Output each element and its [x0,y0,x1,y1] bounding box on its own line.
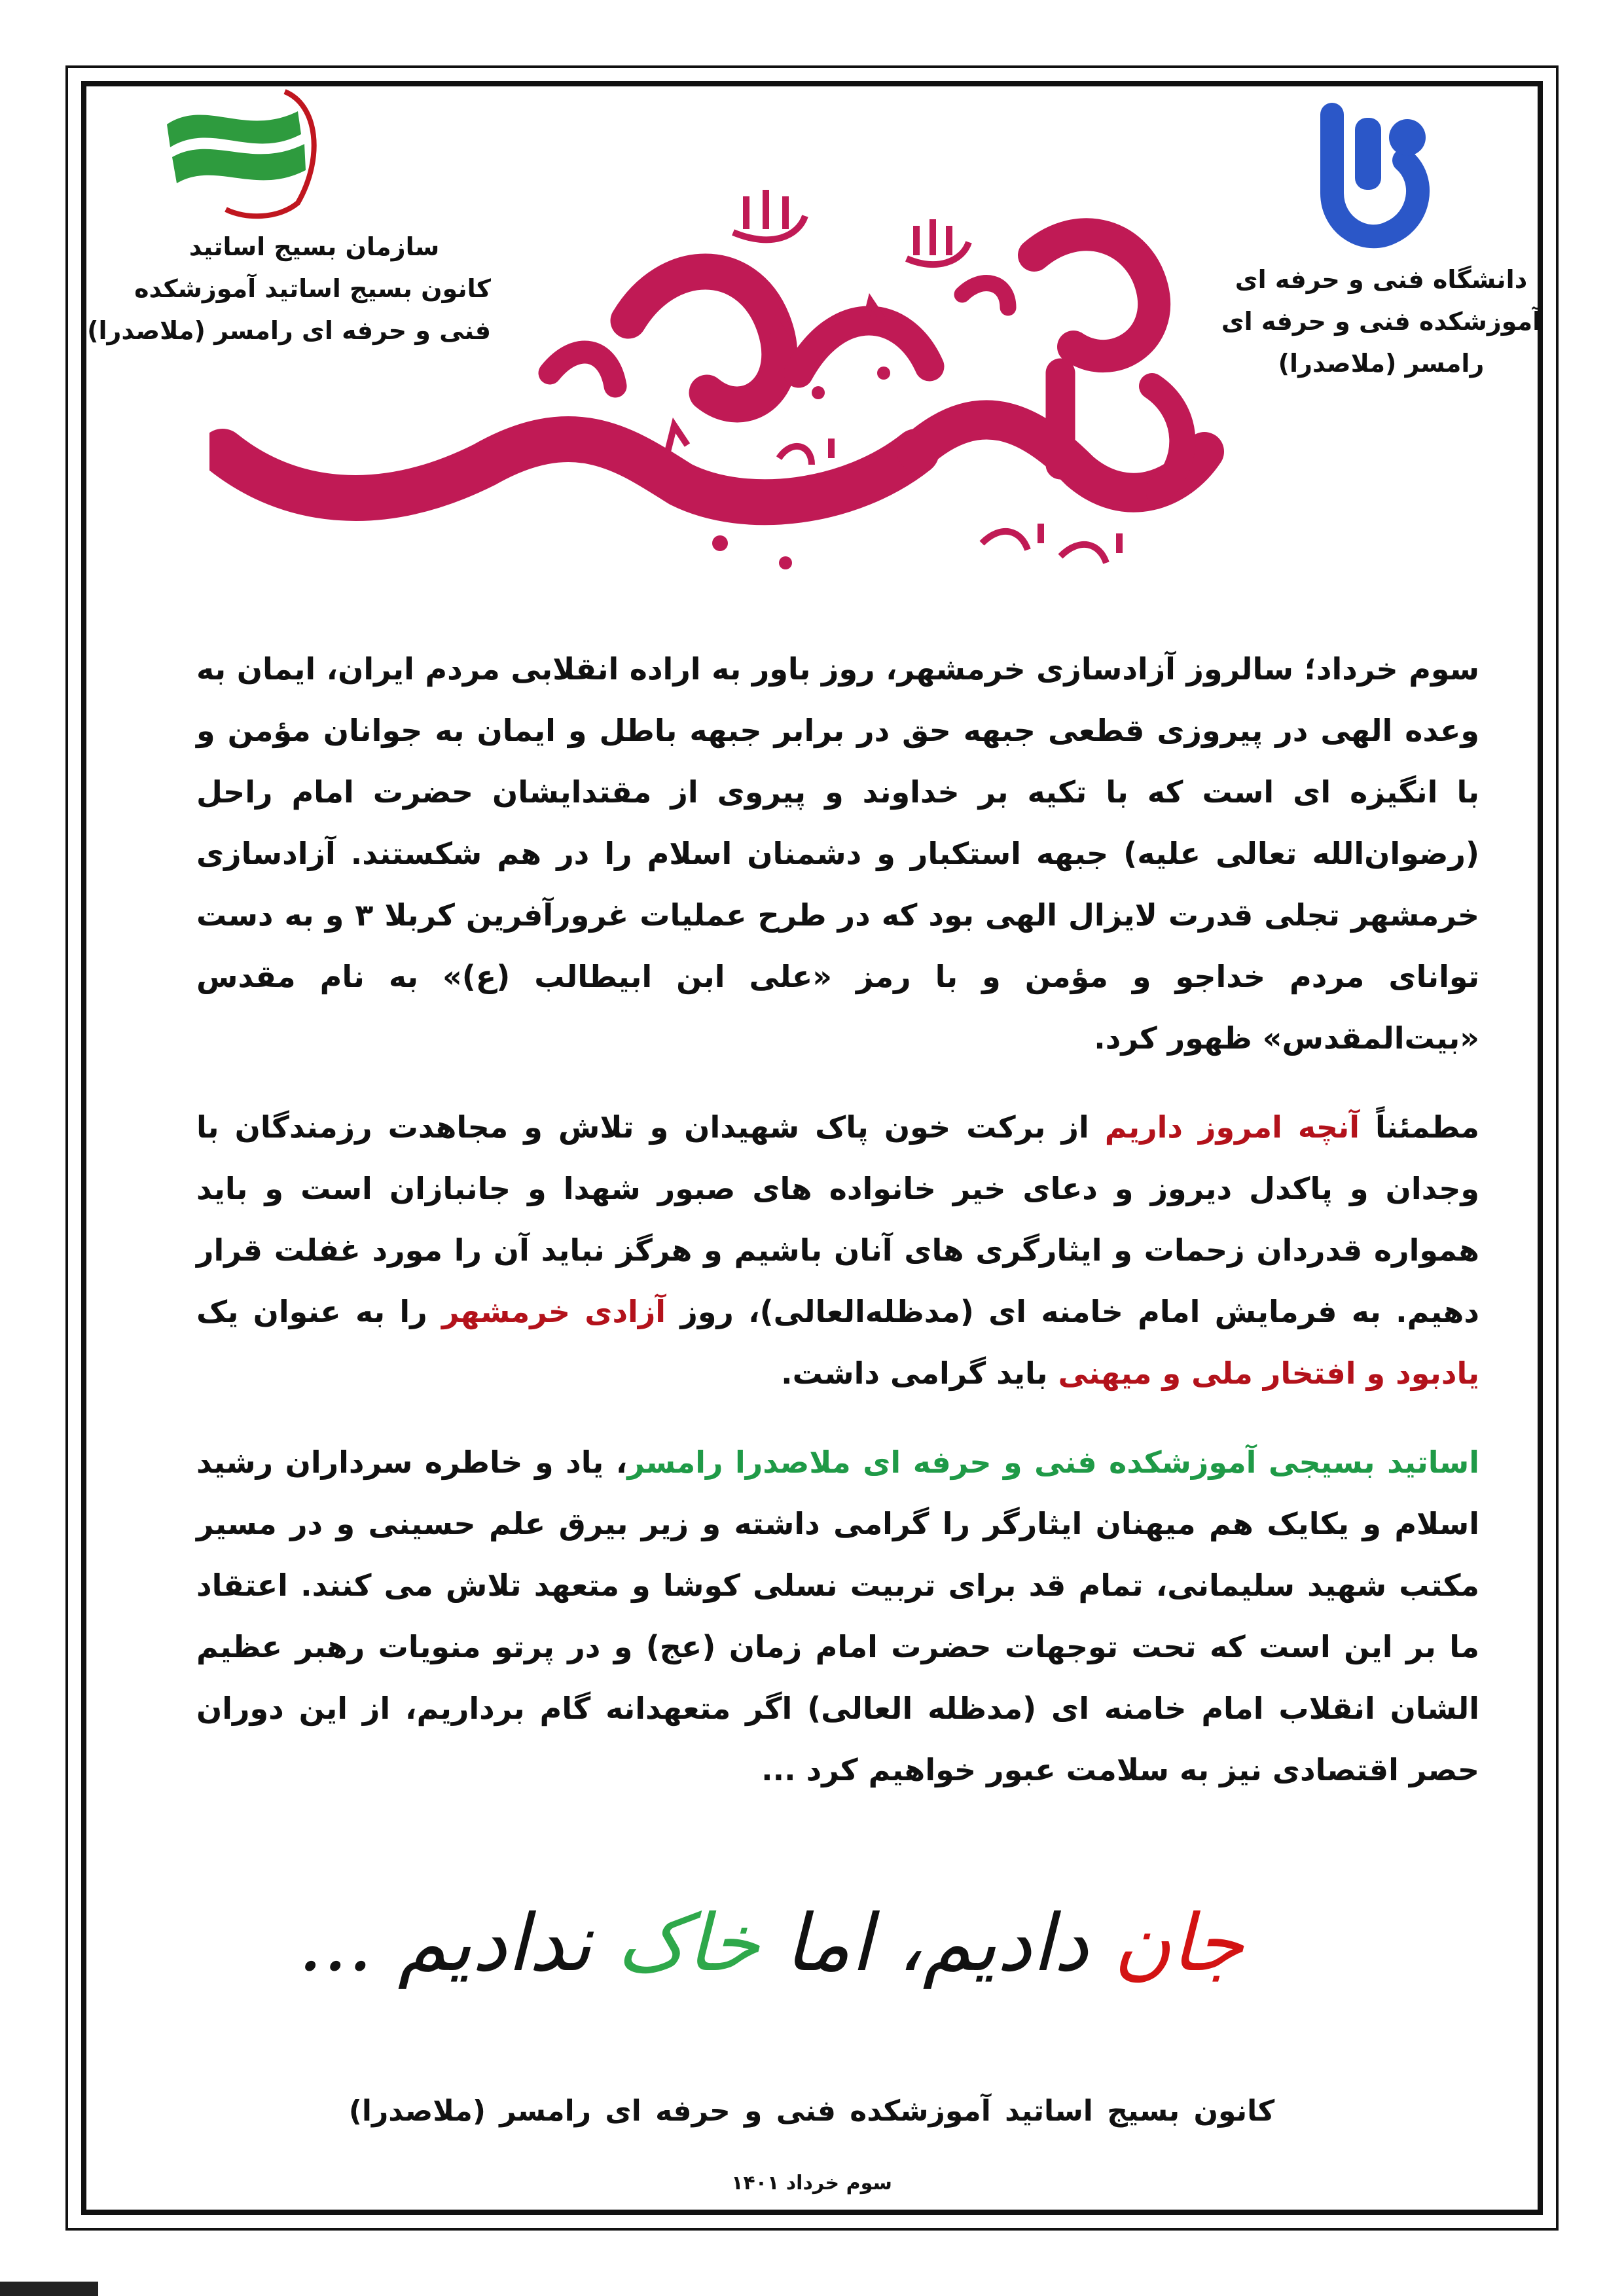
paragraph-3 [196,1431,1479,1801]
header-right-line2: آموزشکده فنی و حرفه ای [1221,307,1542,336]
header-right-line3: رامسر (ملاصدرا) [1278,349,1485,378]
highlight-basij-professors: اساتید بسیجی آموزشکده فنی و حرفه ای ملاصدرا رامسر [627,1444,1479,1480]
header-left-line1: سازمان بسیج اساتید [189,232,440,261]
paragraph-3-text: ، یاد و خاطره سرداران رشید اسلام و یکایک هم میهنان ایثارگر را گرامی داشته و زیر بیرق علم حسینی و در مسیر مکتب شهید سلیمانی، تمام قد برای تربیت نسلی کوشا و متعهد تلاش می کنند. اعتقاد ما بر این است که تحت توجهات حضرت امام زمان (عج) و در پرتو منویات رهبر عظیم الشان انقلاب امام خامنه ای (مدظله العالی) اگر متعهدانه گام برداریم، از این دوران حصر اقتصادی نیز به سلامت عبور خواهیم کرد ... [196,1444,1479,1787]
slogan-part: دادیم، اما [759,1898,1114,1989]
paragraph-2-text: مطمئناً [1360,1109,1479,1145]
header-university [1211,259,1551,384]
signature: کانون بسیج اساتید آموزشکده فنی و حرفه ای رامسر (ملاصدرا) [348,2094,1275,2128]
slogan [297,1885,1244,2003]
footer-watermark [0,2282,98,2296]
date: سوم خرداد ۱۴۰۱ [731,2172,892,2195]
highlight-what-we-have: آنچه امروز داریم [1104,1109,1360,1145]
paragraph-1: سوم خرداد؛ سالروز آزادسازی خرمشهر، روز باور به اراده انقلابی مردم ایران، ایمان به وعده الهی در پیروزی قطعی جبهه حق در برابر جبهه باطل و ایمان به جوانان مؤمن و با انگیزه ای است که با تکیه بر خداوند و پیروی از مقتدایشان حضرت امام راحل (رضوان‌الله تعالی علیه) جبهه استکبار و دشمنان اسلام را در هم شکستند. آزادسازی خرمشهر تجلی قدرت لایزال الهی بود که در طرح عملیات غرورآفرین کربلا ۳ و به دست توانای مردم خداجو و مؤمن و با رمز «علی ابن ابیطالب (ع)» به نام مقدس «بیت‌المقدس» ظهور کرد. [196,651,1479,1056]
highlight-national-pride: یادبود و افتخار ملی و میهنی [1058,1355,1479,1391]
header-left-line3: فنی و حرفه ای رامسر (ملاصدرا) [87,316,491,345]
highlight-khorramshahr-liberation: آزادی خرمشهر [441,1294,666,1329]
header-right-line1: دانشگاه فنی و حرفه ای [1235,265,1528,294]
header-left-line2: کانون بسیج اساتید آموزشکده [134,274,491,303]
khorramshahr-calligraphy [209,177,1231,596]
paragraph-2-text: از برکت خون پاک شهیدان و تلاش و مجاهدت رزمندگان با وجدان و پاکدل دیروز و دعای خیر خانواده های صبور شهدا و جانبازان است و باید همواره قدردان زحمات و ایثارگری های آنان باشیم و هرگز نباید آن را مورد غفلت قرار دهیم. به فرمایش امام خامنه ای (مدظله‌العالی)، روز [196,1109,1480,1329]
university-logo [1293,101,1437,259]
paragraph-2-text: را به عنوان یک [196,1294,442,1329]
statement-body [196,638,1479,1828]
slogan-part: ندادیم ... [297,1898,617,1989]
paragraph-2 [196,1096,1479,1404]
paragraph-2-text: باید گرامی داشت. [781,1355,1058,1391]
slogan-word-khak: خاک [617,1898,760,1989]
slogan-word-jan: جان [1113,1898,1244,1989]
